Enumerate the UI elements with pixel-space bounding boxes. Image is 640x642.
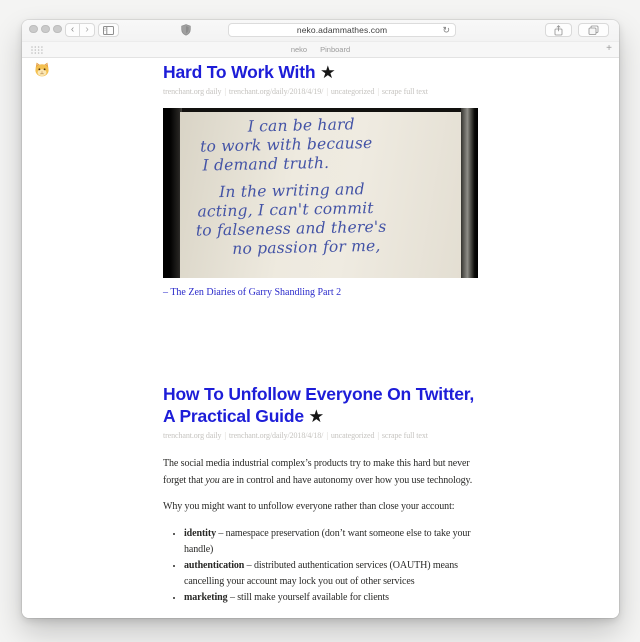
paragraph-1 (163, 456, 481, 489)
paragraph-1-text: The social media industrial complex’s products try to make this hard but never forget that (163, 458, 470, 486)
list-item (184, 558, 481, 590)
url-text: neko.adammathes.com (296, 25, 388, 35)
star-icon[interactable]: ★ (308, 406, 325, 426)
cat-emoji-icon (34, 61, 50, 77)
meta-separator: | (326, 431, 328, 440)
list-term: authentication (184, 559, 245, 571)
back-button[interactable] (65, 23, 80, 37)
list-item (184, 526, 481, 558)
bookmark-neko[interactable]: neko (290, 45, 308, 54)
list-text: – still make yourself available for clients (227, 592, 389, 604)
post-title-2-line2: A Practical Guide (163, 406, 304, 426)
list-term: marketing (184, 592, 228, 604)
handwriting-line: In the writing and (218, 180, 366, 202)
favorites-bar (22, 42, 619, 58)
minimize-button[interactable] (41, 25, 50, 34)
extension-button[interactable] (179, 24, 193, 37)
page-content (22, 58, 619, 618)
tabs-icon (588, 25, 599, 35)
post-title-1-link[interactable]: Hard To Work With (163, 62, 316, 82)
nav-buttons (65, 23, 95, 37)
close-button[interactable] (29, 25, 38, 34)
meta-feed[interactable]: trenchant.org daily (163, 431, 222, 440)
handwriting-line: I can be hard (247, 115, 355, 136)
forward-icon: › (85, 23, 89, 35)
post-title-2 (163, 383, 481, 427)
post-meta-2 (163, 431, 481, 441)
browser-toolbar (22, 20, 619, 42)
handwriting-line: to falseness and there's (195, 217, 387, 240)
add-tab-button[interactable]: + (606, 43, 612, 54)
meta-feed[interactable]: trenchant.org daily (163, 87, 222, 96)
share-button[interactable] (545, 23, 572, 37)
favorites-grid-icon[interactable] (31, 46, 43, 54)
meta-category[interactable]: uncategorized (330, 87, 375, 96)
handwriting-line: acting, I can't commit (197, 198, 374, 221)
meta-permalink[interactable]: trenchant.org/daily/2018/4/19/ (228, 87, 324, 96)
list-term: identity (184, 527, 216, 539)
address-bar[interactable] (228, 23, 456, 37)
handwriting-line: to work with because (199, 133, 373, 156)
meta-separator: | (377, 87, 379, 96)
meta-separator: | (326, 87, 328, 96)
meta-separator: | (224, 87, 226, 96)
window-controls (29, 25, 62, 34)
post-image-handwritten-note[interactable] (163, 108, 478, 278)
back-icon: ‹ (70, 23, 75, 35)
source-link[interactable]: – The Zen Diaries of Garry Shandling Part 2 (163, 287, 342, 298)
photo-right-edge (461, 108, 478, 278)
bookmark-pinboard[interactable]: Pinboard (320, 45, 351, 54)
post-title-1 (163, 61, 481, 83)
safari-window (22, 20, 619, 618)
list-item (184, 590, 481, 606)
sidebar-icon (103, 26, 114, 35)
article-column (163, 58, 481, 607)
sidebar-button[interactable] (98, 23, 119, 37)
paragraph-1-text: are in control and have autonomy over how you use technology. (219, 474, 473, 486)
post-meta-1 (163, 87, 481, 97)
meta-action[interactable]: scrape full text (381, 431, 428, 440)
meta-separator: | (224, 431, 226, 440)
meta-category[interactable]: uncategorized (330, 431, 375, 440)
tab-overview-button[interactable] (578, 23, 609, 37)
meta-separator: | (377, 431, 379, 440)
star-icon[interactable]: ★ (320, 62, 336, 82)
favorites-items (291, 45, 350, 54)
meta-action[interactable]: scrape full text (381, 87, 428, 96)
meta-permalink[interactable]: trenchant.org/daily/2018/4/18/ (228, 431, 324, 440)
share-icon (554, 25, 563, 36)
paragraph-1-emphasis: you (205, 474, 220, 486)
handwriting-line: no passion for me, (232, 236, 381, 258)
list-text: – namespace preservation (don’t want someone else to take your handle) (184, 527, 471, 555)
paragraph-2: Why you might want to unfollow everyone rather than close your account: (163, 501, 455, 512)
shield-icon (181, 24, 191, 36)
handwriting-text (186, 113, 462, 260)
forward-button[interactable] (80, 23, 95, 37)
site-logo[interactable] (34, 61, 50, 77)
reasons-list (163, 526, 481, 607)
post-title-2-line1: How To Unfollow Everyone On Twitter, (163, 384, 475, 404)
list-text: – distributed authentication services (OAUTH) means cancelling your account may lock you out of other services (184, 559, 458, 588)
handwriting-line: I demand truth. (202, 153, 330, 175)
zoom-button[interactable] (53, 25, 62, 34)
reload-button[interactable]: ↻ (442, 25, 450, 35)
